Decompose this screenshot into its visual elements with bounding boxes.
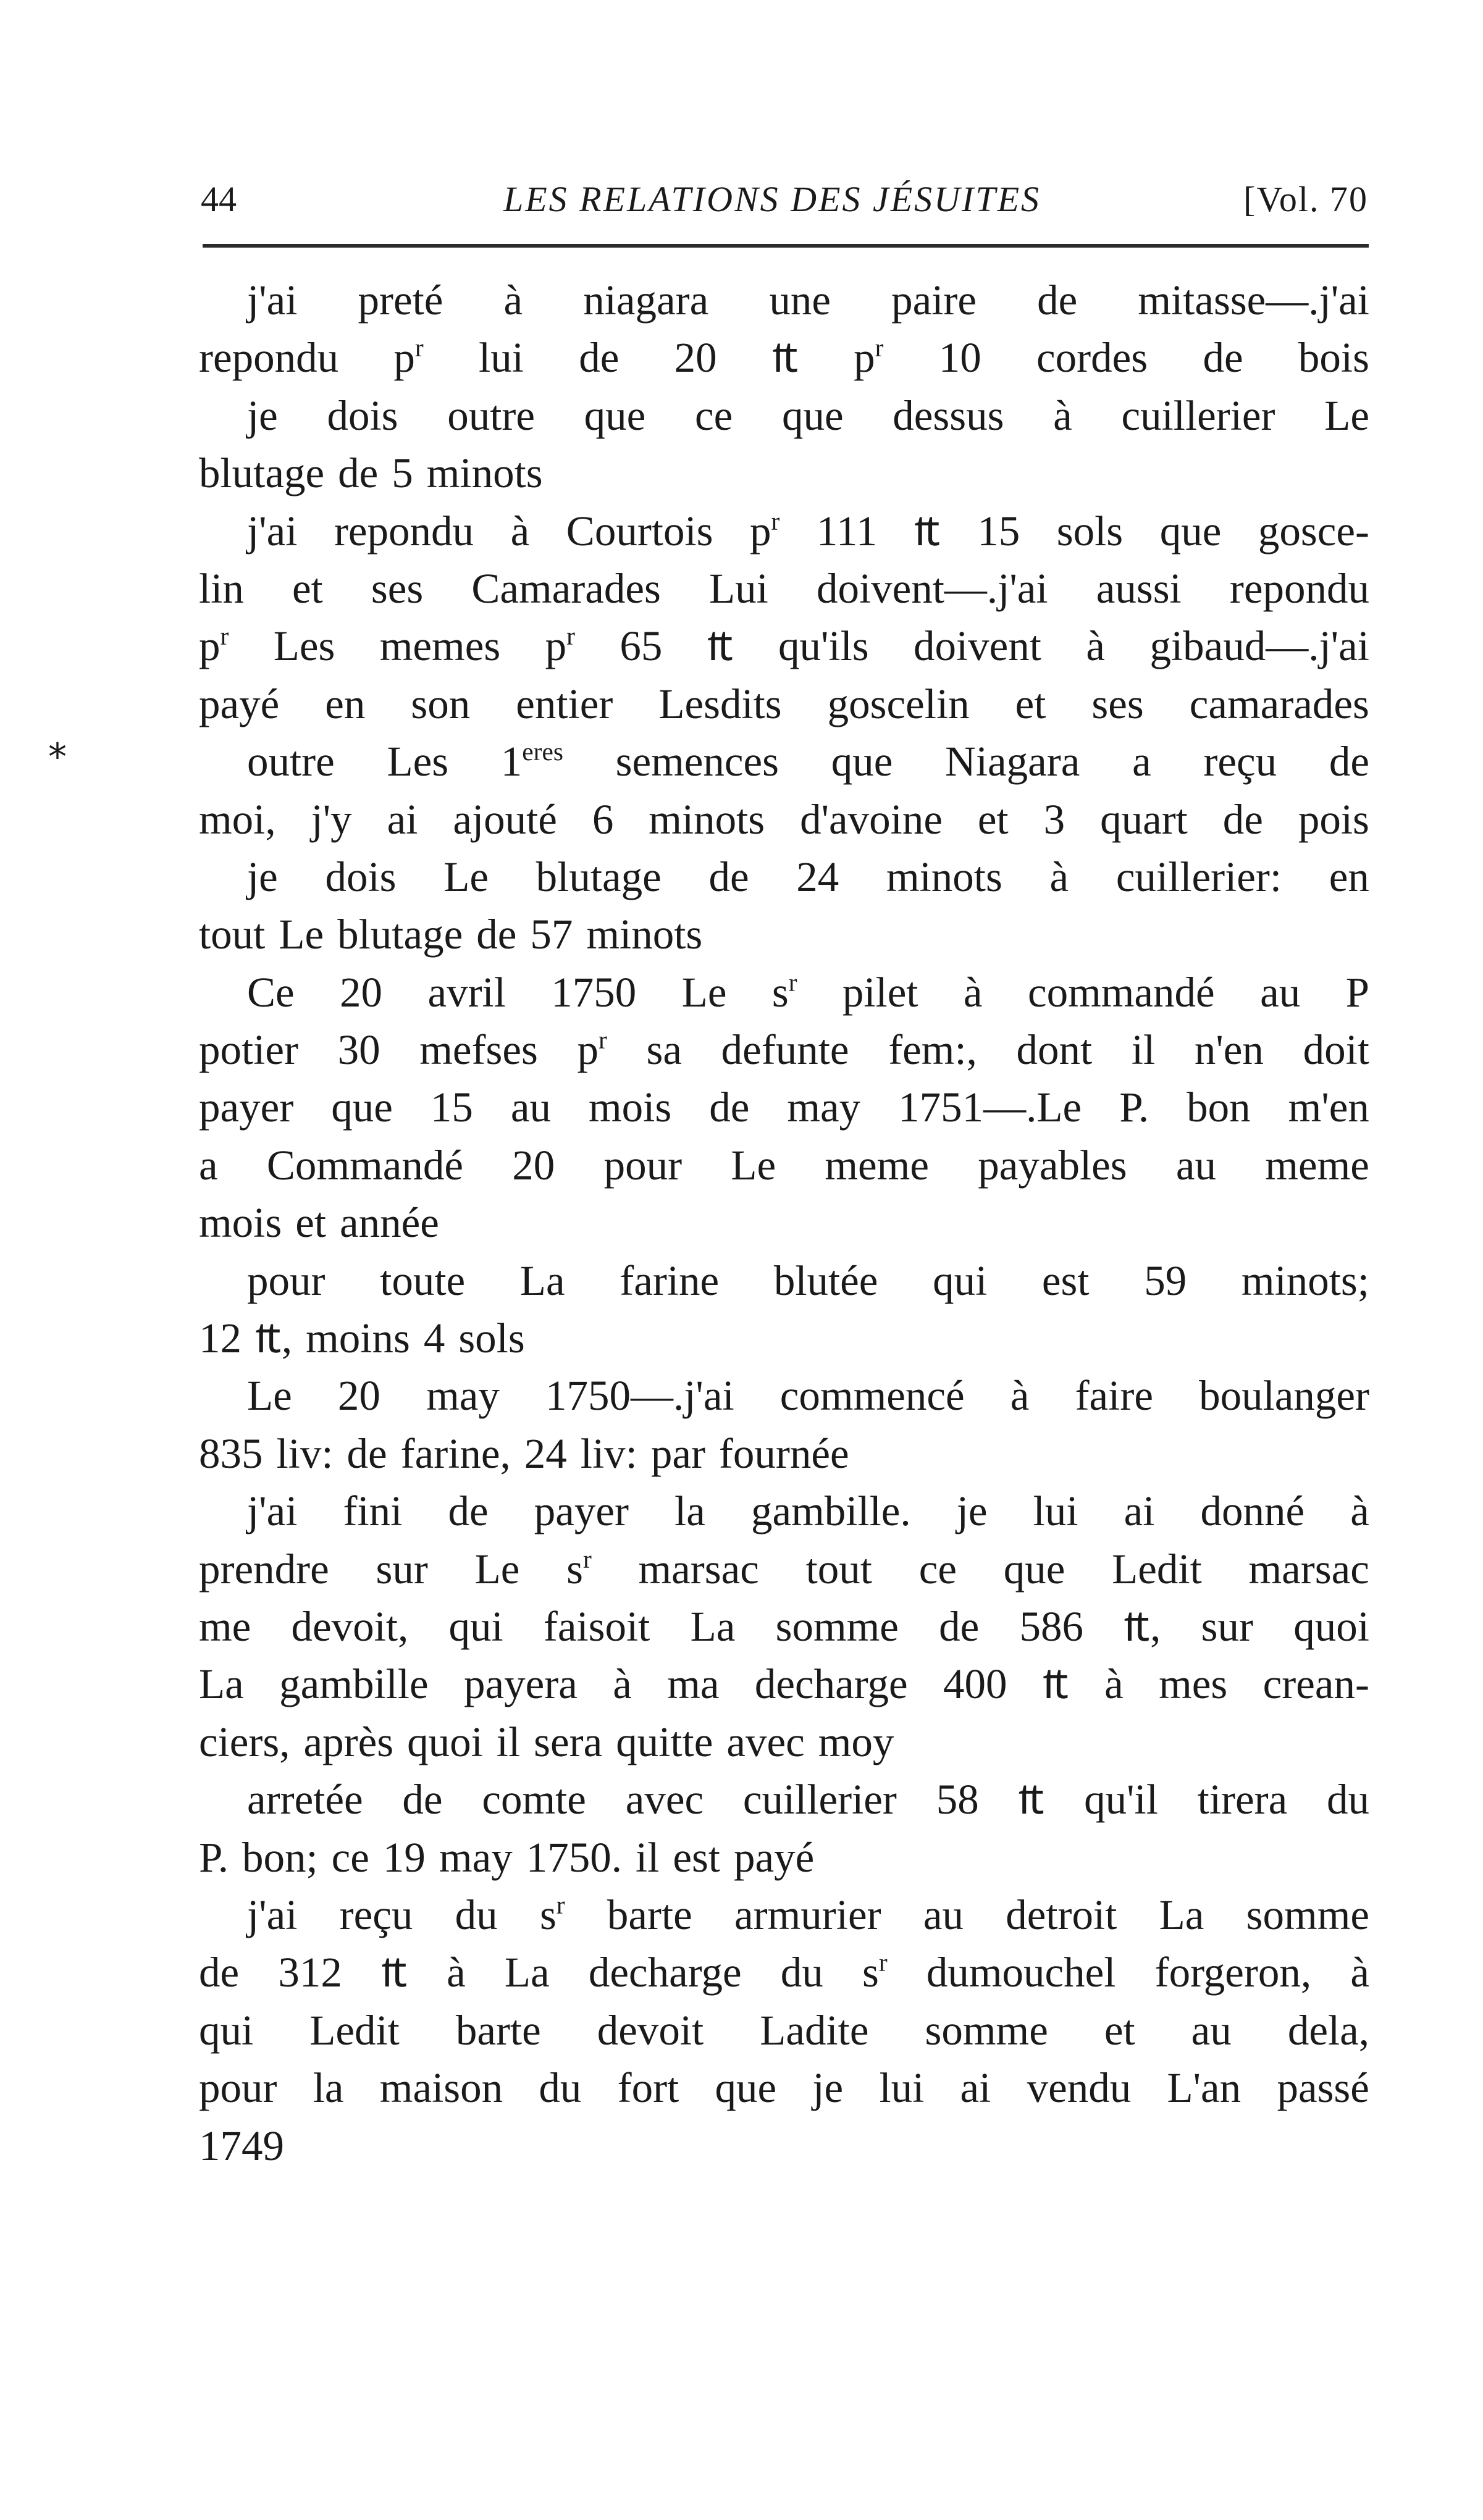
body-text <box>199 272 1369 2175</box>
text-line: arretée de comte avec cuillerier 58 ₶ qu'il tirera du <box>247 1776 1369 1823</box>
text-line: pour toute La farine blutée qui est 59 minots; <box>247 1257 1369 1304</box>
text-line: ciers, après quoi il sera quitte avec moy <box>199 1718 894 1765</box>
text-line: potier 30 mefses $p^r$ sa defunte fem:, dont il n'en doit <box>199 1026 1369 1074</box>
text-line: moi, j'y ai ajouté 6 minots d'avoine et 3 quart de pois <box>199 795 1369 843</box>
running-title: LES RELATIONS DES JÉSUITES <box>503 179 1041 219</box>
text-line: outre Les $1^{eres}$ semences que Niagara a reçu de <box>247 737 1369 785</box>
text-line: P. bon; ce 19 may 1750. il est payé <box>199 1833 815 1881</box>
text-line: de 312 ₶ à La decharge du $s^r$ dumouchel forgeron, à <box>199 1948 1369 1996</box>
text-line: payer que 15 au mois de may 1751—.Le P. bon m'en <box>199 1084 1369 1131</box>
margin-asterisk: * <box>48 735 67 779</box>
text-line: blutage de 5 minots <box>199 450 543 497</box>
text-line: qui Ledit barte devoit Ladite somme et au dela, <box>199 2006 1369 2054</box>
text-line: 1749 <box>199 2122 284 2169</box>
text-line: mois et année <box>199 1199 439 1247</box>
text-line: payé en son entier Lesdits goscelin et ses camarades <box>199 680 1369 727</box>
page-number: 44 <box>201 179 237 219</box>
text-line: 12 ₶, moins 4 sols <box>199 1315 525 1362</box>
running-header <box>201 175 1374 224</box>
header-rule <box>203 244 1369 248</box>
text-line: Ce 20 avril 1750 Le $s^r$ pilet à commandé au P <box>247 968 1369 1016</box>
text-line: repondu $p^r$ lui de 20 ₶ $p^r$ 10 cordes de bois <box>199 333 1369 382</box>
text-line: tout Le blutage de 57 minots <box>199 911 703 958</box>
text-line: 835 liv: de farine, 24 liv: par fournée <box>199 1430 849 1477</box>
text-line: Le 20 may 1750—.j'ai commencé à faire boulanger <box>247 1372 1369 1420</box>
text-line: je dois outre que ce que dessus à cuillerier Le <box>247 391 1369 439</box>
text-line: j'ai fini de payer la gambille. je lui ai donné à <box>247 1488 1369 1535</box>
text-line: j'ai reçu du $s^r$ barte armurier au detroit La somme <box>247 1891 1369 1938</box>
text-line: j'ai repondu à Courtois $p^r$ 111 ₶ 15 sols que gosce- <box>247 506 1369 555</box>
text-line: pour la maison du fort que je lui ai vendu L'an passé <box>199 2064 1369 2112</box>
text-line: j'ai preté à niagara une paire de mitasse—.j'ai <box>247 277 1369 324</box>
text-line: La gambille payera à ma decharge 400 ₶ à mes crean- <box>199 1660 1369 1708</box>
volume-label: [Vol. 70 <box>1243 179 1368 219</box>
text-line: je dois Le blutage de 24 minots à cuillerier: en <box>247 853 1369 900</box>
text-line: me devoit, qui faisoit La somme de 586 ₶, sur quoi <box>199 1602 1369 1650</box>
text-line: lin et ses Camarades Lui doivent—.j'ai aussi repondu <box>199 564 1369 612</box>
text-line: prendre sur Le $s^r$ marsac tout ce que Ledit marsac <box>199 1544 1369 1593</box>
text-line: $p^r$ Les memes $p^r$ 65 ₶ qu'ils doivent à gibaud—.j'ai <box>199 622 1369 670</box>
text-line: a Commandé 20 pour Le meme payables au meme <box>199 1141 1369 1189</box>
